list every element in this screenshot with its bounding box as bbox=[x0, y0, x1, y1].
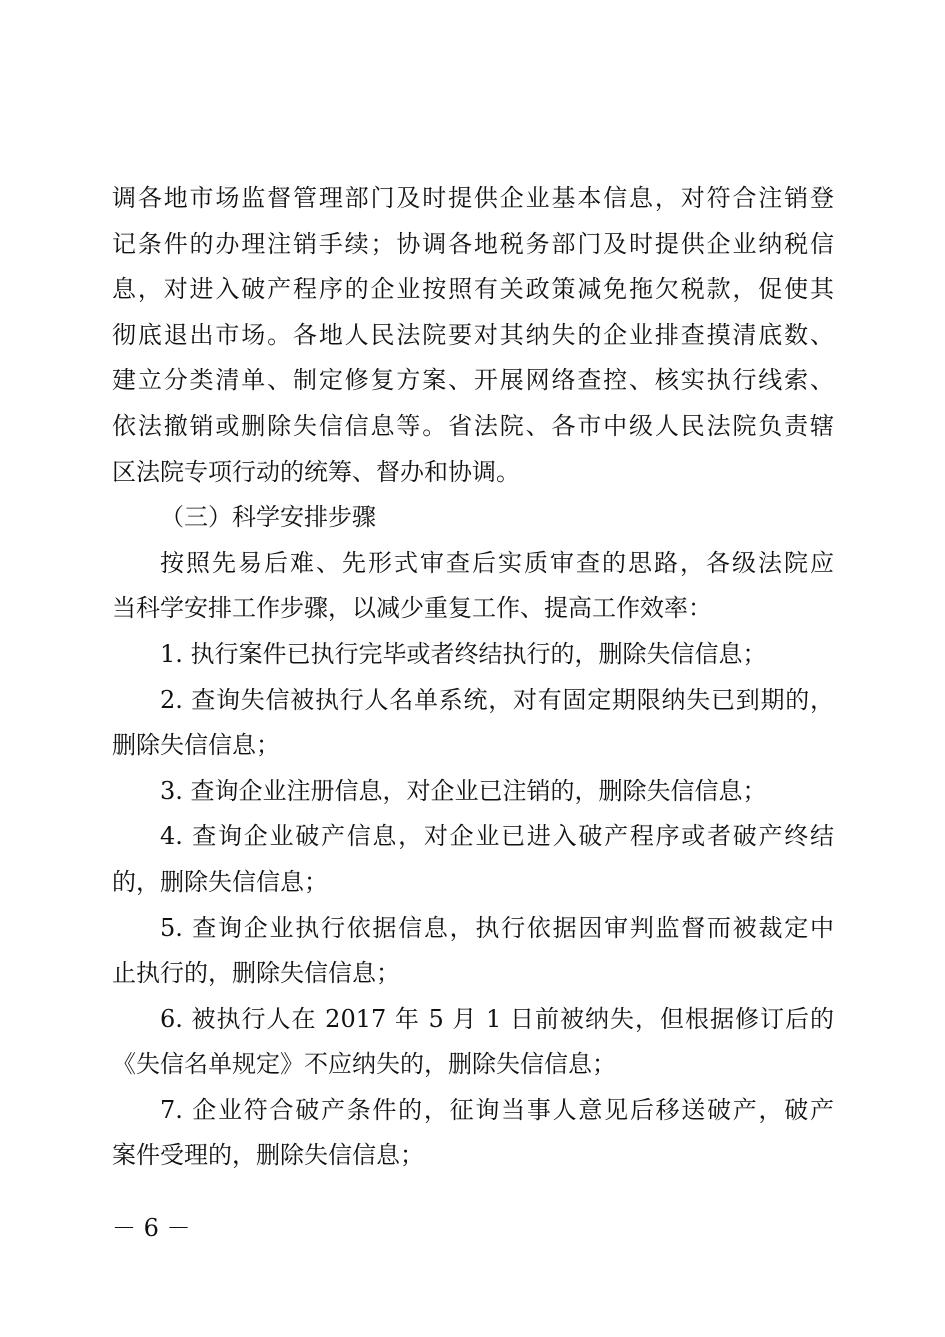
text-line: 彻底退出市场。各地人民法院要对其纳失的企业排查摸清底数、 bbox=[112, 320, 834, 349]
document-body bbox=[112, 176, 834, 1179]
list-item bbox=[112, 678, 834, 769]
text-line: 止执行的，删除失信信息； bbox=[112, 959, 400, 988]
text-line: （三）科学安排步骤 bbox=[160, 503, 376, 532]
text-line: 息，对进入破产程序的企业按照有关政策减免拖欠税款，促使其 bbox=[112, 275, 834, 304]
text-line: 依法撤销或删除失信信息等。省法院、各市中级人民法院负责辖 bbox=[112, 411, 834, 440]
text-line: 建立分类清单、制定修复方案、开展网络查控、核实执行线索、 bbox=[112, 366, 834, 395]
text-line: 调各地市场监督管理部门及时提供企业基本信息，对符合注销登 bbox=[112, 184, 834, 212]
text-line: 2. 查询失信被执行人名单系统，对有固定期限纳失已到期的， bbox=[160, 685, 834, 714]
text-line: 案件受理的，删除失信信息； bbox=[112, 1141, 424, 1170]
text-line: 记条件的办理注销手续；协调各地税务部门及时提供企业纳税信 bbox=[112, 229, 834, 258]
list-item bbox=[112, 906, 834, 997]
list-item bbox=[112, 997, 834, 1088]
list-item bbox=[112, 632, 834, 678]
text-line: 区法院专项行动的统筹、督办和协调。 bbox=[112, 457, 520, 486]
section-heading bbox=[112, 495, 834, 541]
text-line: 5. 查询企业执行依据信息，执行依据因审判监督而被裁定中 bbox=[160, 913, 834, 942]
list-item bbox=[112, 814, 834, 905]
list-item bbox=[112, 769, 834, 815]
text-line: 《失信名单规定》不应纳失的，删除失信信息； bbox=[112, 1050, 616, 1079]
paragraph bbox=[112, 541, 834, 632]
text-line: 4. 查询企业破产信息，对企业已进入破产程序或者破产终结 bbox=[160, 822, 834, 851]
text-line: 的，删除失信信息； bbox=[112, 867, 328, 896]
paragraph bbox=[112, 176, 834, 495]
text-line: 6. 被执行人在 2017 年 5 月 1 日前被纳失，但根据修订后的 bbox=[160, 1004, 834, 1033]
text-line: 删除失信信息； bbox=[112, 731, 280, 760]
text-line: 7. 企业符合破产条件的，征询当事人意见后移送破产，破产 bbox=[160, 1095, 834, 1124]
text-line: 3. 查询企业注册信息，对企业已注销的，删除失信信息； bbox=[160, 776, 767, 805]
text-line: 按照先易后难、先形式审查后实质审查的思路，各级法院应 bbox=[160, 548, 834, 577]
text-line: 1. 执行案件已执行完毕或者终结执行的，删除失信信息； bbox=[160, 639, 767, 668]
list-item bbox=[112, 1088, 834, 1179]
page-number: － 6 － bbox=[112, 1214, 191, 1242]
text-line: 当科学安排工作步骤，以减少重复工作、提高工作效率： bbox=[112, 594, 712, 623]
